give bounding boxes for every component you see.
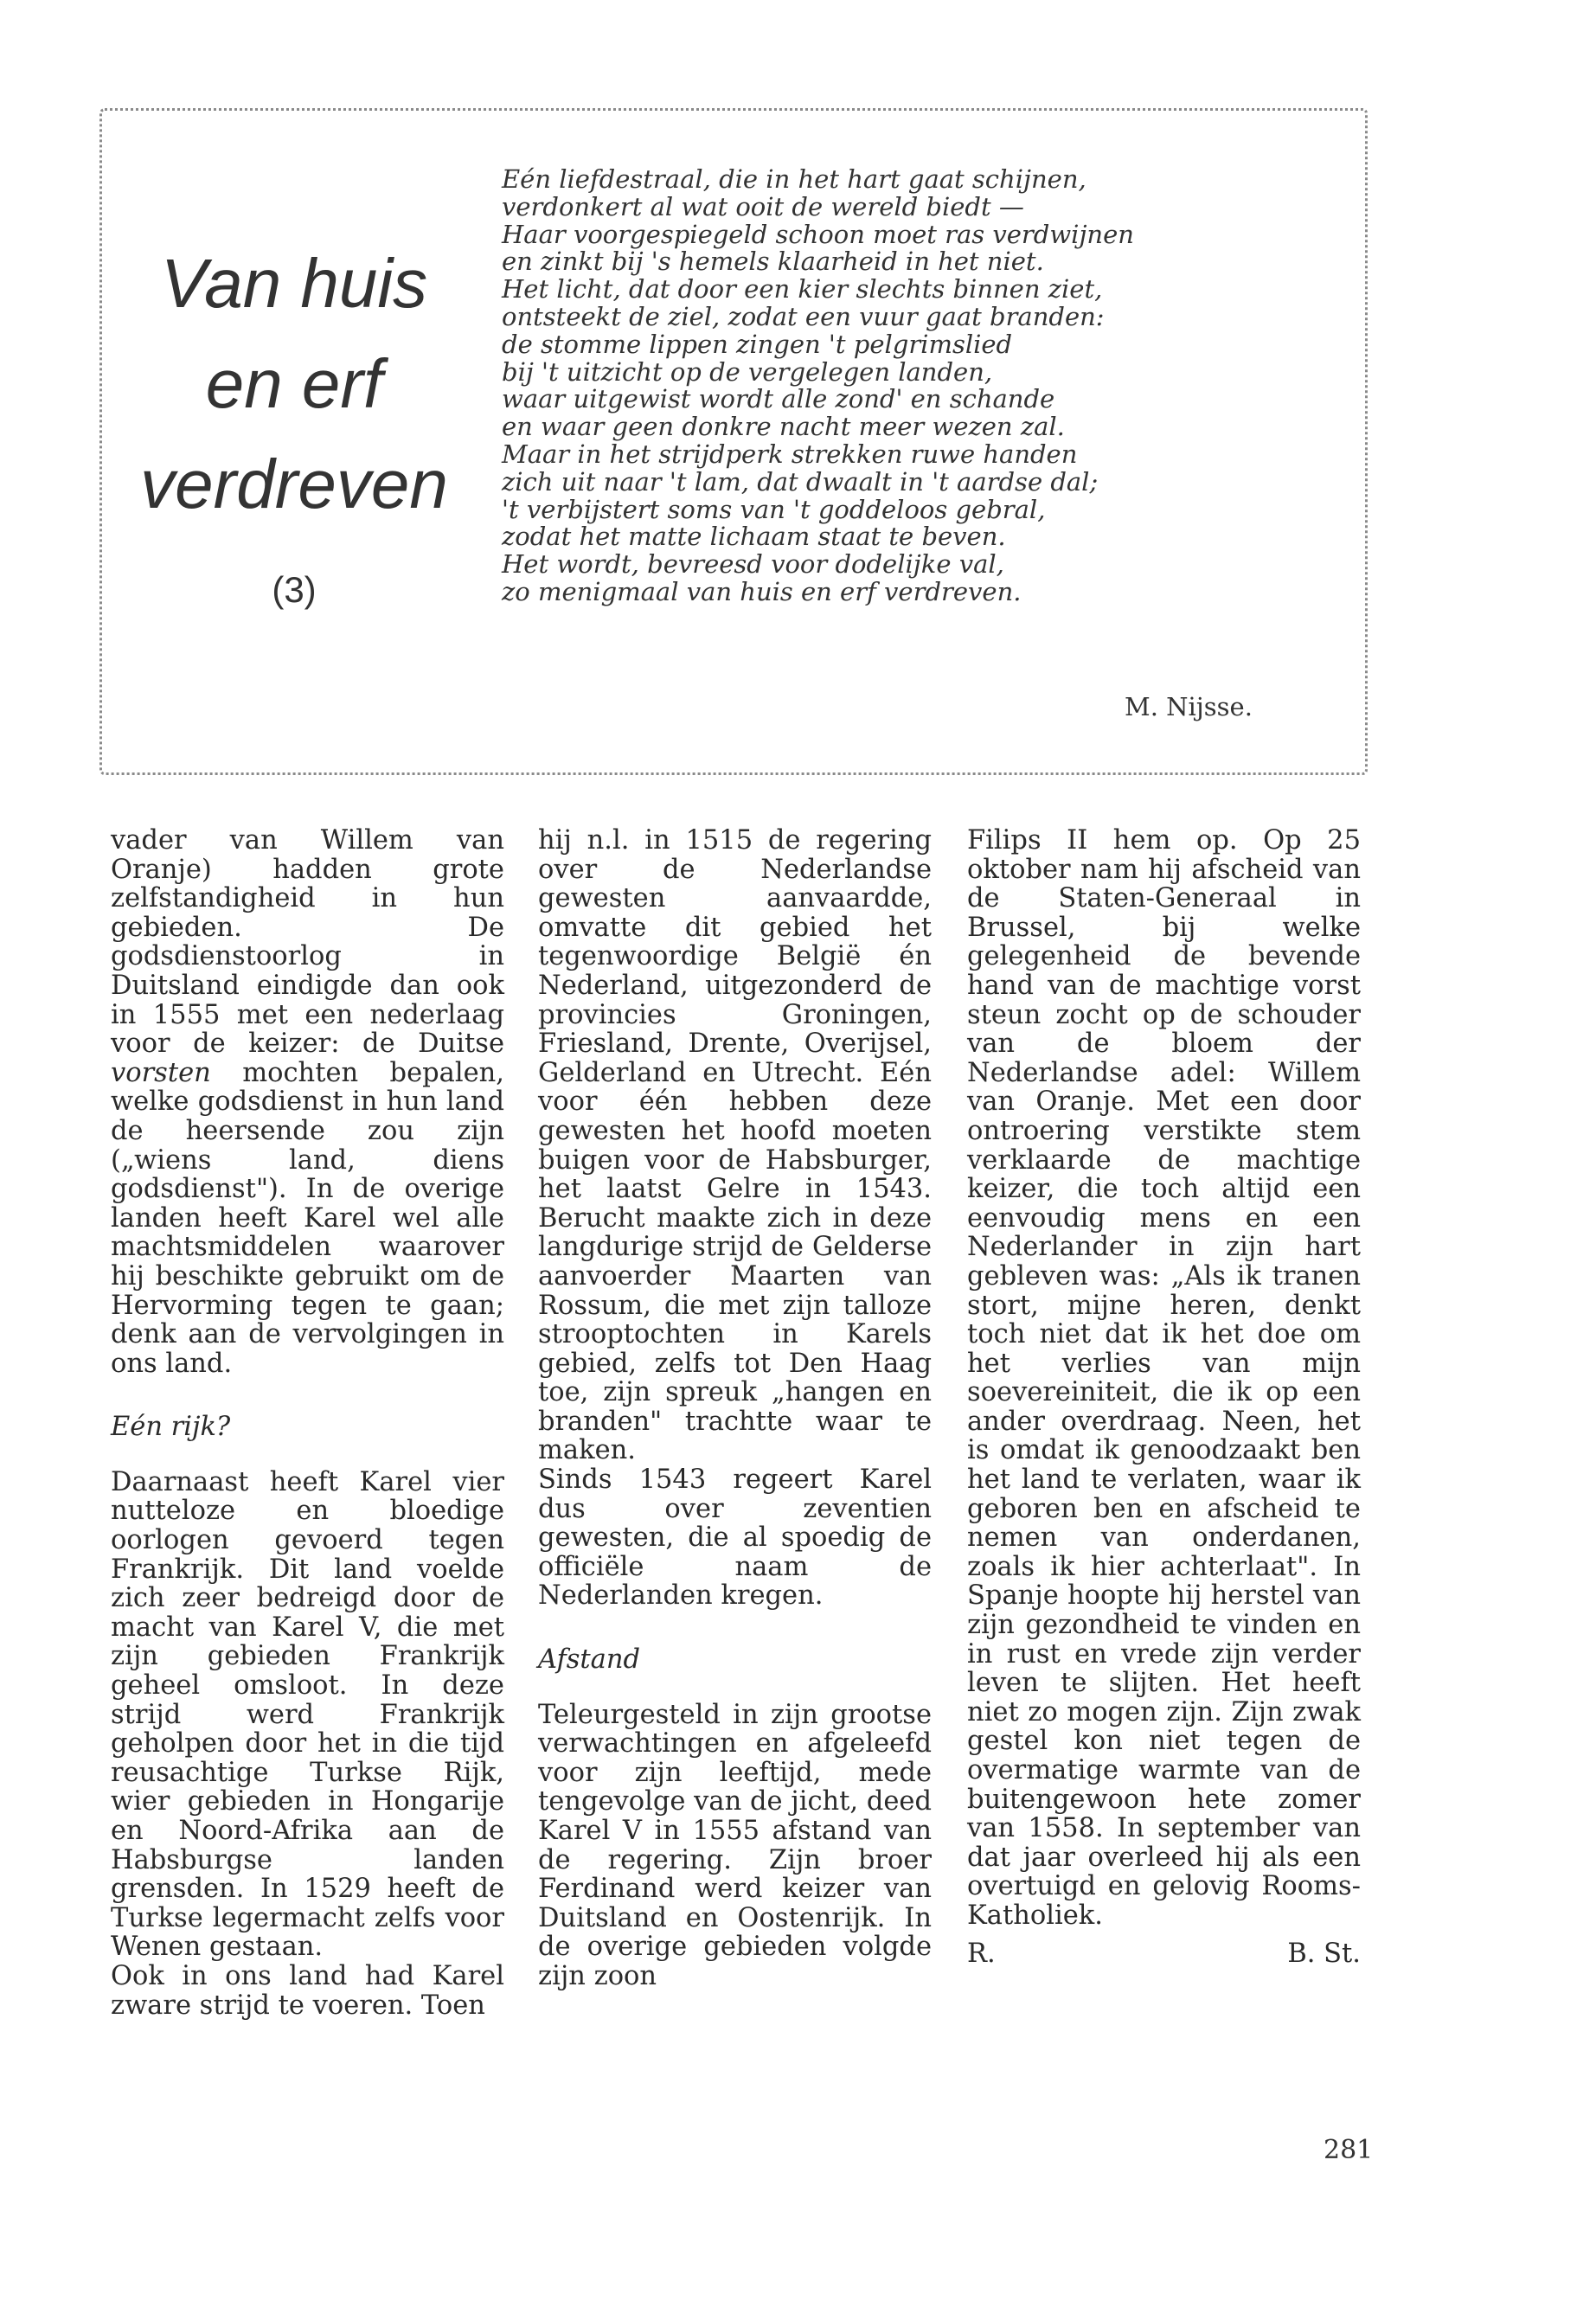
paragraph-text: mochten bepalen, welke godsdienst in hun land de heersende zou zijn („wiens land, diens godsdienst"). In de overige landen heeft Karel wel alle machtsmiddelen waarover hij beschikte gebruikt om de Hervorming tegen te gaan; denk aan de vervolgingen in ons land. [111, 1057, 504, 1379]
title-line-2: en erf [205, 345, 383, 422]
paragraph: Filips II hem op. Op 25 oktober nam hij afscheid van de Staten-Generaal in Brussel, bij welke gelegenheid de bevende hand van de machtige vorst steun zocht op de schouder van de bloem der Nederlandse adel: Willem van Oranje. Met een door ontroering verstikte stem verklaarde de machtige keizer, die toch altijd een eenvoudig mens en een Nederlander in zijn hart gebleven was: „Als ik tranen stort, mijne heren, denkt toch niet dat ik het doe om het verlies van mijn soevereiniteit, die ik op een ander overdraag. Neen, het is omdat ik genoodzaakt ben het land te verlaten, waar ik geboren ben en afscheid te nemen van onderdanen, zoals ik hier achterlaat". In Spanje hoopte hij herstel van zijn gezondheid te vinden en in rust en vrede zijn verder leven te slijten. Het heeft niet zo mogen zijn. Zijn zwak gestel kon niet tegen de overmatige warmte van de buitengewoon hete zomer van 1558. In september van dat jaar overleed hij als een overtuigd en gelovig Rooms-Katholiek. [967, 825, 1361, 1931]
paragraph-text: vader van Willem van Oranje) hadden grote zelfstandigheid in hun gebieden. De godsdienstoorlog in Duitsland eindigde dan ook in 1555 met een nederlaag voor de keizer: de Duitse [111, 825, 504, 1060]
article-title [130, 234, 458, 611]
emphasis-text: vorsten [111, 1057, 211, 1088]
poem-line: 't verbijstert soms van 't goddeloos gebral, [502, 494, 1046, 524]
text-column-3 [967, 826, 1361, 1968]
signature-left: R. [967, 1938, 996, 1969]
poem-line: de stomme lippen zingen 't pelgrimslied [502, 329, 1013, 359]
poem-line: Haar voorgespiegeld schoon moet ras verdwijnen [502, 219, 1134, 249]
text-column-2 [538, 826, 932, 1991]
poem-line: zodat het matte lichaam staat te beven. [502, 522, 1006, 552]
poem-line: verdonkert al wat ooit de wereld biedt — [502, 191, 1024, 221]
signature-line [967, 1939, 1361, 1969]
poem-line: Het wordt, bevreesd voor dodelijke val, [502, 549, 1004, 580]
poem-line: waar uitgewist wordt alle zond' en schande [502, 384, 1055, 414]
poem-line: Het licht, dat door een kier slechts binnen ziet, [502, 274, 1103, 304]
poem-line: ontsteekt de ziel, zodat een vuur gaat branden: [502, 301, 1105, 331]
poem-line: zich uit naar 't lam, dat dwaalt in 't aardse dal; [502, 466, 1099, 497]
title-part-number: (3) [272, 569, 317, 610]
paragraph: Daarnaast heeft Karel vier nutteloze en bloedige oorlogen gevoerd tegen Frankrijk. Dit land voelde zich zeer bedreigd door de macht van Karel V, die met zijn gebieden Frankrijk geheel omsloot. In deze strijd werd Frankrijk geholpen door het in die tijd reusachtige Turkse Rijk, wier gebieden in Hongarije en Noord-Afrika aan de Habsburgse landen grensden. In 1529 heeft de Turkse legermacht zelfs voor Wenen gestaan. [111, 1466, 504, 1963]
poem-author: M. Nijsse. [1125, 692, 1253, 721]
paragraph [111, 826, 504, 1378]
poem-line: zo menigmaal van huis en erf verdreven. [502, 576, 1022, 606]
poem-line: bij 't uitzicht op de vergelegen landen, [502, 356, 993, 387]
paragraph: Sinds 1543 regeert Karel dus over zeventien gewesten, die al spoedig de officiële naam de Nederlanden kregen. [538, 1465, 932, 1612]
poem-line: en zinkt bij 's hemels klaarheid in het niet. [502, 247, 1044, 277]
poem-line: en waar geen donkre nacht meer wezen zal. [502, 412, 1065, 442]
text-column-1 [111, 826, 504, 2020]
title-line-3: verdreven [140, 445, 448, 522]
section-heading: Afstand [538, 1644, 641, 1676]
section-heading: Eén rijk? [111, 1412, 231, 1443]
paragraph: hij n.l. in 1515 de regering over de Nederlandse gewesten aanvaardde, omvatte dit gebied het tegenwoordige België én Nederland, uitgezonderd de provincies Groningen, Friesland, Drente, Overijsel, Gelderland en Utrecht. Eén voor één hebben deze gewesten het hoofd moeten buigen voor de Habsburger, het laatst Gelre in 1543. Berucht maakte zich in deze langdurige strijd de Gelderse aanvoerder Maarten van Rossum, die met zijn talloze strooptochten in Karels gebied, zelfs tot Den Haag toe, zijn spreuk „hangen en branden" trachtte waar te maken. [538, 825, 932, 1466]
poem [502, 166, 1332, 606]
paragraph: Ook in ons land had Karel zware strijd te voeren. Toen [111, 1960, 504, 2021]
poem-line: Maar in het strijdperk strekken ruwe handen [502, 439, 1078, 469]
paragraph: Teleurgesteld in zijn grootse verwachtingen en afgeleefd voor zijn leeftijd, mede tengevolge van de jicht, deed Karel V in 1555 afstand van de regering. Zijn broer Ferdinand werd keizer van Duitsland en Oostenrijk. In de overige gebieden volgde zijn zoon [538, 1699, 932, 1991]
signature-right: B. St. [1287, 1938, 1361, 1969]
title-line-1: Van huis [160, 245, 428, 322]
poem-line: Eén liefdestraal, die in het hart gaat schijnen, [502, 164, 1086, 194]
page-number: 281 [1324, 2135, 1374, 2165]
